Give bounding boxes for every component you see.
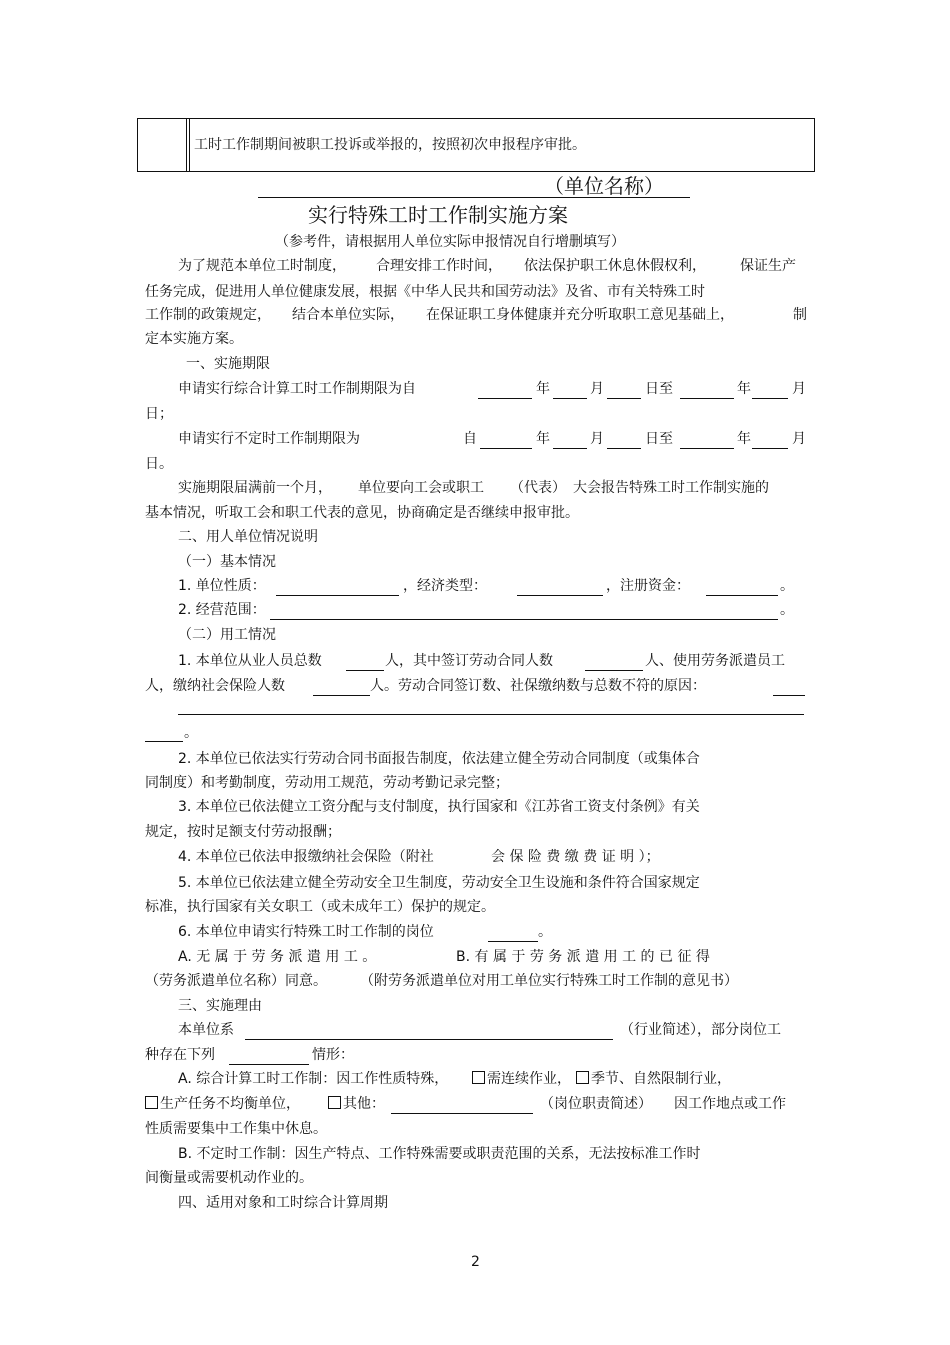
item6-end: 。 (538, 924, 552, 940)
section-3-heading: 三、实施理由 (178, 998, 262, 1014)
emp-l1-b: 人，其中签订劳动合同人数 (385, 653, 553, 669)
from-label: 自 (463, 431, 477, 447)
exists-label: 种存在下列 (145, 1047, 215, 1063)
industry-field[interactable] (245, 1025, 613, 1040)
item-a-l2-b: （附劳务派遣单位对用工单位实行特殊工时工作制的意见书） (360, 973, 738, 989)
uneven-label: 生产任务不均衡单位， (160, 1096, 300, 1112)
nf-month-start-field[interactable] (553, 434, 587, 449)
intro-l1-a: 为了规范本单位工时制度， (178, 258, 346, 274)
emp-l2-b: 人。劳动合同签订数、社保缴纳数与总数不符的原因： (370, 678, 706, 694)
intro-l3-b: 结合本单位实际， (292, 307, 404, 323)
month-label: 月 (590, 381, 604, 397)
reason-a-l1-a: A. 综合计算工时工作制：因工作性质特殊， (178, 1071, 449, 1087)
unit-is-label: 本单位系 (178, 1022, 234, 1038)
duty-brief-label: （岗位职责简述） (540, 1096, 652, 1112)
item3-l2: 规定，按时足额支付劳动报酬； (145, 824, 341, 840)
total-employees-field[interactable] (346, 656, 384, 671)
nf-day-start-field[interactable] (607, 434, 641, 449)
checkbox-icon (576, 1071, 589, 1084)
top-table (137, 118, 815, 172)
day-to-label: 日至 (645, 431, 673, 447)
intro-l3-c: 在保证职工身体健康并充分听取职工意见基础上， (426, 307, 734, 323)
seasonal-label: 季节、自然限制行业， (591, 1071, 731, 1087)
expiry-l1-a: 实施期限届满前一个月， (178, 480, 332, 496)
scope-end: 。 (780, 602, 794, 618)
continuous-checkbox[interactable] (472, 1070, 571, 1088)
reason-b-l2: 间衡量或需要机动作业的。 (145, 1170, 313, 1186)
page-subtitle: （参考件，请根据用人单位实际申报情况自行增删填写） (275, 234, 625, 250)
section-1-heading: 一、实施期限 (186, 356, 270, 372)
item4-a: 4. 本单位已依法申报缴纳社会保险（附社 (178, 849, 434, 865)
comp-day-start-field[interactable] (607, 384, 641, 399)
month-label: 月 (792, 381, 806, 397)
emp-l1-c: 人、使用劳务派遣员工 (645, 653, 785, 669)
other-label: 其他： (343, 1096, 385, 1112)
table-left-cell (138, 119, 187, 171)
employment-heading: （二）用工情况 (178, 627, 276, 643)
situation-field[interactable] (229, 1050, 309, 1065)
other-field[interactable] (391, 1099, 533, 1114)
item2-l1: 2. 本单位已依法实行劳动合同书面报告制度，依法建立健全劳动合同制度（或集体合 (178, 751, 700, 767)
checkbox-icon (472, 1071, 485, 1084)
day-to-label: 日至 (645, 381, 673, 397)
reason-a-l2-d: 因工作地点或工作 (674, 1096, 786, 1112)
comp-month-end-field[interactable] (752, 384, 788, 399)
comp-month-start-field[interactable] (553, 384, 587, 399)
econ-type-label: ，经济类型： (403, 578, 487, 594)
nf-year-end-field[interactable] (680, 434, 734, 449)
table-inner-line (189, 119, 190, 171)
intro-l3-a: 工作制的政策规定， (145, 307, 271, 323)
page-title: 实行特殊工时工作制实施方案 (308, 203, 568, 227)
capital-field[interactable] (706, 581, 778, 596)
intro-l1-b: 合理安排工作时间， (376, 258, 502, 274)
basic-info-heading: （一）基本情况 (178, 554, 276, 570)
reason-b-l1: B. 不定时工作制：因生产特点、工作特殊需要或职责范围的关系，无法按标准工作时 (178, 1146, 701, 1162)
item-a-l1-a: A. 无 属 于 劳 务 派 遣 用 工 。 (178, 949, 377, 965)
checkbox-icon (328, 1096, 341, 1109)
intro-l1-c: 依法保护职工休息休假权利， (524, 258, 706, 274)
year-label: 年 (737, 381, 751, 397)
comp-year-end-field[interactable] (680, 384, 734, 399)
post-field[interactable] (488, 927, 538, 942)
unit-nature-field[interactable] (276, 581, 399, 596)
scope-field[interactable] (270, 605, 778, 620)
comp-period-label: 申请实行综合计算工时工作制期限为自 (178, 381, 416, 397)
capital-label: ，注册资金： (606, 578, 690, 594)
uneven-checkbox[interactable] (145, 1095, 300, 1113)
unit-nature-label: 1. 单位性质： (178, 578, 266, 594)
month-label: 月 (590, 431, 604, 447)
item-a-l1-b: B. 有 属 于 劳 务 派 遣 用 工 的 已 征 得 (456, 949, 710, 965)
insured-count-field[interactable] (313, 681, 370, 696)
item5-l1: 5. 本单位已依法建立健全劳动安全卫生制度，劳动安全卫生设施和条件符合国家规定 (178, 875, 700, 891)
situation-label: 情形： (312, 1047, 354, 1063)
reason-a-l3: 性质需要集中工作集中休息。 (145, 1121, 327, 1137)
nf-day-end: 日。 (145, 456, 173, 472)
unit-name-label: （单位名称） (544, 174, 664, 198)
industry-label: （行业简述），部分岗位工 (620, 1022, 781, 1038)
emp-l2-a: 人，缴纳社会保险人数 (145, 678, 285, 694)
checkbox-icon (145, 1096, 158, 1109)
intro-l3-d: 制 (793, 307, 807, 323)
year-label: 年 (536, 431, 550, 447)
nf-month-end-field[interactable] (752, 434, 788, 449)
seasonal-checkbox[interactable] (576, 1070, 731, 1088)
page-number: 2 (471, 1254, 480, 1270)
nf-year-start-field[interactable] (480, 434, 532, 449)
contract-count-field[interactable] (585, 656, 643, 671)
continuous-label: 需连续作业， (487, 1071, 571, 1087)
nature-end: 。 (780, 578, 794, 594)
econ-type-field[interactable] (517, 581, 603, 596)
expiry-l2: 基本情况，听取工会和职工代表的意见，协商确定是否继续申报审批。 (145, 505, 579, 521)
intro-l4: 定本实施方案。 (145, 331, 243, 347)
reason-end: 。 (184, 725, 198, 741)
item6: 6. 本单位申请实行特殊工时工作制的岗位 (178, 924, 434, 940)
intro-l2: 任务完成，促进用人单位健康发展，根据《中华人民共和国劳动法》及省、市有关特殊工时 (145, 284, 705, 300)
emp-l1-a: 1. 本单位从业人员总数 (178, 653, 322, 669)
item5-l2: 标准，执行国家有关女职工（或未成年工）保护的规定。 (145, 899, 495, 915)
month-label: 月 (792, 431, 806, 447)
comp-day-end: 日； (145, 406, 173, 422)
reason-field-2[interactable] (178, 714, 804, 715)
expiry-l1-b: 单位要向工会或职工 (358, 480, 484, 496)
item2-l2: 同制度）和考勤制度，劳动用工规范，劳动考勤记录完整； (145, 775, 509, 791)
section-4-heading: 四、适用对象和工时综合计算周期 (178, 1195, 388, 1211)
scope-label: 2. 经营范围： (178, 602, 266, 618)
year-label: 年 (737, 431, 751, 447)
year-label: 年 (536, 381, 550, 397)
item-a-l2-a: （劳务派遣单位名称）同意。 (145, 973, 327, 989)
nonfixed-period-label: 申请实行不定时工作制期限为 (178, 431, 360, 447)
expiry-l1-c: （代表） (510, 480, 566, 496)
section-2-heading: 二、用人单位情况说明 (178, 529, 318, 545)
reason-field-3[interactable] (145, 727, 183, 742)
other-checkbox[interactable] (328, 1095, 385, 1113)
expiry-l1-d: 大会报告特殊工时工作制实施的 (573, 480, 769, 496)
item4-b: 会 保 险 费 缴 费 证 明 ）； (491, 849, 660, 865)
item3-l1: 3. 本单位已依法健立工资分配与支付制度，执行国家和《江苏省工资支付条例》有关 (178, 799, 700, 815)
table-row-text: 工时工作制期间被职工投诉或举报的，按照初次申报程序审批。 (194, 137, 586, 153)
comp-year-start-field[interactable] (478, 384, 532, 399)
reason-field-1[interactable] (773, 681, 805, 696)
intro-l1-d: 保证生产 (740, 258, 796, 274)
